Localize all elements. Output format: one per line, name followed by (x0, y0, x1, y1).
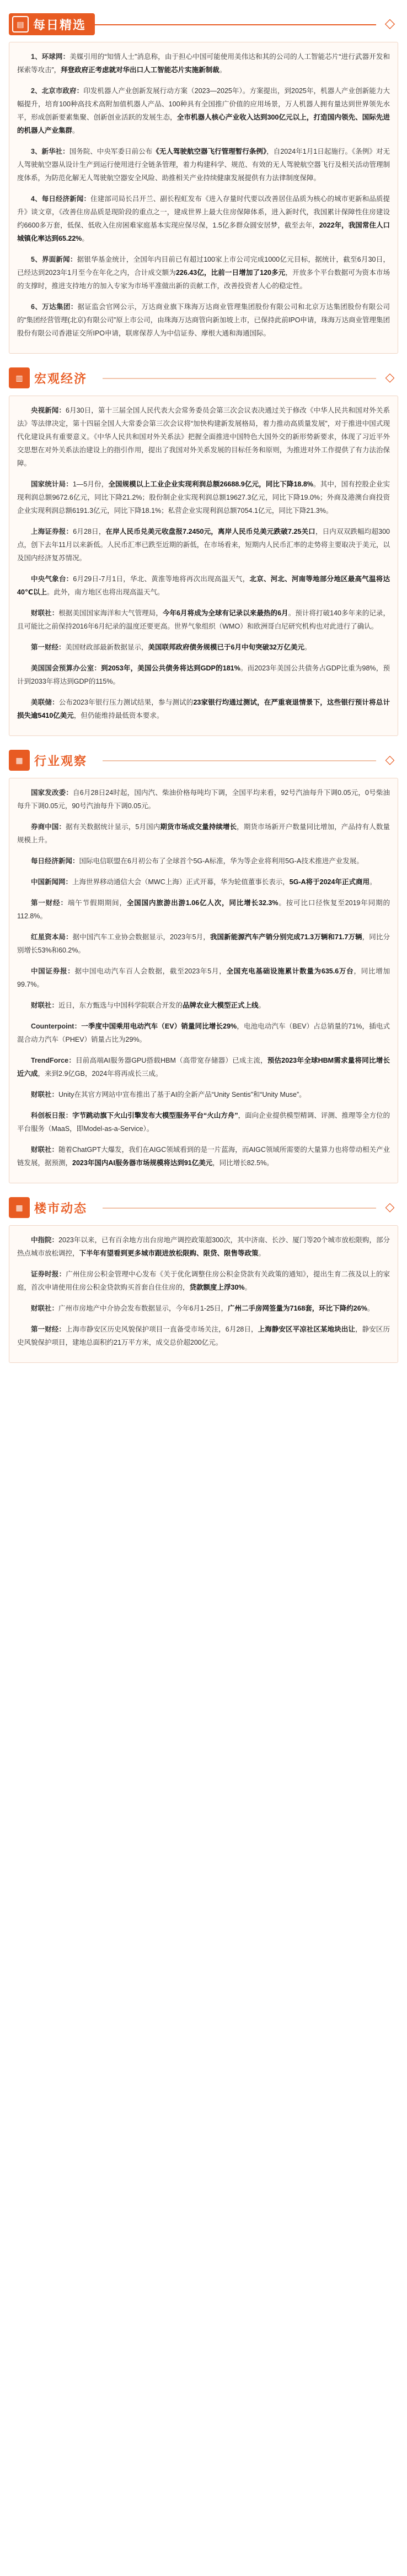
news-source: 美联储： (31, 699, 59, 706)
news-source: 中央气象台： (31, 575, 73, 583)
news-item (17, 1233, 390, 1260)
section-title-box (9, 367, 96, 389)
news-text: 。 (244, 1284, 252, 1291)
chart-icon: ▥ (9, 367, 30, 388)
document-icon: ▤ (12, 16, 29, 33)
news-text: 。 (219, 66, 227, 74)
news-item (17, 820, 390, 847)
news-source: 国家发改委： (31, 789, 73, 797)
news-item (17, 84, 390, 137)
news-source: 财联社： (31, 609, 59, 617)
news-source: 6、万达集团： (31, 303, 78, 311)
news-text: 1—5月份， (72, 480, 109, 488)
news-item (17, 854, 390, 868)
diamond-icon: ◇ (384, 16, 395, 31)
news-item (17, 50, 390, 77)
news-source: 财联社： (31, 1146, 59, 1154)
news-item (17, 1020, 390, 1046)
section-title-box (9, 1197, 96, 1219)
news-text: 自6月28日24时起，国内汽、柴油价格每吨均下调，全国平均来看，92号汽油每升下调0.05元，0号柴油每升下调0.05元，90号汽油每升下调0.05元。 (17, 789, 390, 810)
news-text: ，期货市场新开户数量同比增加，产品持有人数量规模上升。 (17, 823, 390, 844)
news-source: Counterpoint： (31, 1022, 82, 1030)
news-source: 国家统计局： (31, 480, 73, 488)
news-source: 中指院： (31, 1236, 59, 1244)
news-highlight: 北京、河北、河南等地部分地区最高气温将达40℃以上 (17, 575, 390, 596)
news-item (17, 300, 390, 340)
news-text: ，自2024年1月1日起施行。《条例》对无人驾驶航空器从设计生产到运行使用进行全链条管理，着力构建科学、规范、有效的无人驾驶航空器飞行及相关活动管理制度体系，为防范化解无人驾驶航空器安全风险、助推相关产业持续健康发展提供有力法律制度保障。 (17, 148, 390, 182)
section-0 (0, 8, 407, 354)
news-source: 第一财经： (31, 1325, 66, 1333)
section-title-box (9, 749, 96, 771)
section-body (9, 42, 398, 354)
section-header (9, 361, 398, 392)
news-source: 上海证券报： (31, 528, 73, 535)
news-highlight: 广州二手房网签量为7168套，环比下降约26% (228, 1305, 367, 1312)
news-source: 财联社： (31, 1091, 59, 1098)
news-source: 证券时报： (31, 1270, 66, 1278)
section-3 (0, 1191, 407, 1363)
news-text: 。 (82, 235, 89, 242)
news-source: 第一财经： (31, 899, 68, 907)
news-item (17, 999, 390, 1012)
news-text: 6月28日， (73, 528, 106, 535)
news-text: Unity在其官方网站中宣布推出了基于AI的全新产品“Unity Sentis”和“Unity Muse”。 (58, 1091, 306, 1098)
news-text: ，同比增加99.7%。 (17, 967, 390, 988)
news-text: 6月29日-7月1日，华北、黄淮等地将再次出现高温天气， (73, 575, 250, 583)
news-text: 广州市房地产中介协会发布数据显示，今年6月1-25日， (58, 1305, 228, 1312)
news-highlight: 字节跳动旗下火山引擎发布大模型服务平台“火山方舟” (72, 1112, 238, 1119)
news-source: TrendForce： (31, 1057, 76, 1064)
section-divider (103, 1208, 376, 1209)
section-title-box (9, 13, 95, 35)
news-item (17, 662, 390, 688)
news-text: 住建部司局长吕开兰、副长程虹发布《进入存量时代要以改善居住品质为核心的城市更新和品质提升》谈文章，《改善住房品质是现阶段的重点之一，建成世界上最大住房保障体系，进入新时代，我国累计保障性住房建设约6600多万套，低保、低收入住房困难家庭基本实现应保尽保，1.5亿多群众圆安居梦，截至去年， (17, 195, 390, 229)
news-highlight: 拜登政府正考虑就对华出口人工智能芯片实施新制裁 (61, 66, 219, 74)
news-text: 。按可比口径恢复至2019年同期的112.8%。 (17, 899, 390, 920)
news-item (17, 965, 390, 991)
news-text: 。其中，国有控股企业实现利润总额9672.6亿元，同比下降21.2%；股份制企业实现利润总额19627.3亿元，同比下降19.0%；外商及港澳台商投资企业实现利润总额6191.3亿元，同比下降18.1%；私营企业实现利润总额7054.1亿元，同比下降21.3%。 (17, 480, 390, 515)
news-text: 据中国汽车工业协会数据显示，2023年5月， (72, 933, 210, 941)
news-text: 随着ChatGPT大爆发，我们在AIGC领域看到的是一片蓝海，而AIGC领域所需要的大量算力也将带动相关产业链发展，据预测， (17, 1146, 390, 1167)
news-source: 中国新闻网： (31, 878, 73, 886)
news-highlight: 全国规模以上工业企业实现利润总额26688.9亿元，同比下降18.8% (108, 480, 313, 488)
news-text: 印发机器人产业创新发展行动方案（2023—2025年）。方案提出，到2025年，机器人产业创新能力大幅提升，培育100种高技术高附加值机器人产品、100种具有全国推广价值的应用场景，万人机器人拥有量达到世界领先水平，形成创新要素集聚、创新创业活跃的发展生态， (17, 87, 390, 121)
news-text: 。 (258, 1249, 266, 1257)
news-text: 。 (369, 878, 377, 886)
section-title: 每日精选 (33, 18, 87, 32)
news-item (17, 1302, 390, 1315)
section-title: 楼市动态 (34, 1201, 88, 1215)
section-header (9, 1191, 398, 1222)
section-divider (92, 24, 376, 25)
section-divider (103, 378, 376, 379)
news-source: 美国国会预算办公室： (31, 664, 101, 672)
news-highlight: 美国联邦政府债务规模已于6月中旬突破32万亿美元 (148, 643, 304, 651)
news-highlight: 23家银行均通过测试，在严重衰退情景下，这些银行预计将总计损失逾5410亿美元 (17, 699, 390, 719)
news-item (17, 1088, 390, 1101)
section-body (9, 778, 398, 1183)
news-source: 财联社： (31, 1305, 59, 1312)
diamond-icon: ◇ (385, 753, 395, 766)
news-text: ，来到2.9亿GB，2024年将再成长三成。 (38, 1070, 163, 1078)
news-highlight: 下半年有望看到更多城市跟进放松限购、限贷、限售等政策 (79, 1249, 259, 1257)
news-source: 5、界面新闻： (31, 256, 77, 263)
news-source: 1、环球网： (31, 53, 70, 61)
news-text: 据中国电动汽车百人会数据，截至2023年5月， (74, 967, 227, 975)
news-highlight: 预估2023年全球HBM需求量将同比增长近六成 (17, 1057, 390, 1078)
news-source: 3、新华社： (31, 148, 69, 155)
news-item (17, 478, 390, 517)
news-text: 据证监会官网公示，万达商业旗下珠海万达商业管理集团股份有限公司和北京万达集团股份有限公司的“集团经营管理(北京)有限公司”原上市公司，由珠海万达商管向新加坡上市，已保持此前IPO申请，珠海万达商业管理集团股份有限公司香港证交所IPO申请，联席保荐人为中信证券、摩根大通和海通国际。 (17, 303, 390, 337)
news-text: 据有关数据统计显示，5月国内 (66, 823, 160, 831)
news-source: 每日经济新闻： (31, 857, 79, 865)
news-item (17, 253, 390, 293)
news-text: ，同比增长82.5%。 (212, 1159, 274, 1167)
section-1 (0, 361, 407, 736)
building-icon: ▦ (9, 1197, 30, 1218)
news-source: 券商中国： (31, 823, 66, 831)
news-text: 。 (367, 1305, 374, 1312)
section-title: 行业观察 (34, 754, 88, 768)
section-2 (0, 744, 407, 1183)
news-item (17, 404, 390, 470)
news-text: 上海市静安区历史风貌保护项目一直备受市场关注，6月28日， (66, 1325, 258, 1333)
news-highlight: 全市机器人核心产业收入达到300亿元以上，打造国内领先、国际先进的机器人产业集群 (17, 113, 390, 134)
news-text: ，开放多个平台数据可为资本市场的支撑时，推进支持地方的加入专家为市场平准做出新的贡献工作，改善投资者人心的稳定性。 (17, 269, 390, 290)
news-source: 第一财经： (31, 643, 66, 651)
section-divider (103, 760, 376, 761)
news-text: ，电池电动汽车（BEV）占总销量的71%，插电式混合动力汽车（PHEV）销量占比为29%。 (17, 1022, 390, 1043)
news-text: 目前高端AI服务器GPU搭载HBM（高带宽存储器）已成主流， (76, 1057, 267, 1064)
news-text: 。 (72, 127, 79, 134)
news-text: 国际电信联盟在6月初公布了全球首个5G-A标准，华为等企业将利用5G-A技术推进产业发展。 (79, 857, 363, 865)
news-item (17, 641, 390, 654)
news-highlight: 2022年，我国常住人口城镇化率达到65.22% (17, 221, 390, 242)
news-highlight: 全国充电基础设施累计数量为635.6万台 (226, 967, 354, 975)
news-text: 。 (304, 643, 312, 651)
news-text: ，面向企业提供模型精调、评测、推理等全方位的平台服务（MaaS，即Model-as-a-Service）。 (17, 1112, 390, 1133)
news-item (17, 1268, 390, 1294)
news-text: 国务院、中央军委日前公布 (69, 148, 153, 155)
news-text: ，但仍能维持最低资本要求。 (73, 712, 164, 719)
news-text: ，同比分别增长53%和60.2%。 (17, 933, 390, 954)
news-highlight: 一季度中国乘用电动汽车（EV）销量同比增长29% (81, 1022, 237, 1030)
diamond-icon: ◇ (385, 370, 395, 384)
news-text: 。此外，南方地区也将出现高温天气。 (47, 588, 164, 596)
news-text: 美国财政部最新数据显示， (65, 643, 148, 651)
news-text: 。而2023年美国公共债务占GDP比重为98%，预计到2033年将达到GDP的115%。 (17, 664, 390, 685)
news-item (17, 1143, 390, 1170)
news-highlight: 5G-A将于2024年正式商用 (289, 878, 369, 886)
news-text: ，静安区历史风貌保护项目，建地总面积约21万平方米，成交总价超200亿元。 (17, 1325, 390, 1346)
news-highlight: 品牌农业大模型正式上线 (183, 1002, 259, 1009)
news-highlight: 今年6月将成为全球有记录以来最热的6月 (162, 609, 288, 617)
news-item (17, 525, 390, 565)
news-item (17, 786, 390, 813)
news-item (17, 572, 390, 599)
news-item (17, 1109, 390, 1135)
news-item (17, 930, 390, 957)
news-text: 近日，东方甄选与中国科学院联合开发的 (58, 1002, 183, 1009)
news-item (17, 145, 390, 185)
news-text: 公布2023年银行压力测试结果，参与测试的 (58, 699, 194, 706)
section-body (9, 1225, 398, 1363)
news-highlight: 我国新能源汽车产销分别完成71.3万辆和71.7万辆 (210, 933, 362, 941)
news-item (17, 696, 390, 722)
news-source: 央视新闻： (31, 407, 66, 414)
news-text: 。 (258, 1002, 266, 1009)
news-source: 财联社： (31, 1002, 59, 1009)
news-item (17, 607, 390, 633)
news-text: 据银华基金统计，全国年内目前已有超过100家上市公司完成1000亿元目标，据统计，截至6月30日，已经达到2023年1月至今在年化之内，合计成交额为 (17, 256, 390, 277)
news-item (17, 192, 390, 245)
news-text: 端午节假期期间， (67, 899, 127, 907)
news-item (17, 896, 390, 923)
news-highlight: 期货市场成交量持续增长 (160, 823, 237, 831)
news-text: 广州住房公积金管理中心发布《关于优化调整住房公积金贷款有关政策的通知》，提出生育二孩及以上的家庭，首次申请使用住房公积金贷款购买首套自住住房的， (17, 1270, 390, 1291)
diamond-icon: ◇ (385, 1200, 395, 1214)
section-header (9, 8, 398, 39)
news-highlight: 226.43亿，比前一日增加了120多元 (175, 269, 286, 277)
news-text: 2023年以来，已有百余地方出台房地产调控政策超300次，其中济南、长沙、厦门等20个城市放松限购，部分热点城市放松调控， (17, 1236, 390, 1257)
news-highlight: 在岸人民币兑美元收盘报7.2450元，离岸人民币兑美元跌破7.25关口 (105, 528, 315, 535)
section-body (9, 396, 398, 736)
news-text: 根据美国国家海洋和大气管理局， (58, 609, 163, 617)
news-item (17, 1323, 390, 1349)
news-text: 6月30日，第十三届全国人民代表大会常务委员会第三次会议表决通过关于修改《中华人民共和国对外关系法》等法律决定，第十四届全国人大常委会第三次会议将“加快构建新发展格局，着力推动高质量发展”，对于推进中国式现代化建设具有重要意义。《中华人民共和国对外关系法》把握全面推进中国特色大国外交的新形势新要求，体现了习近平外交思想在对外关系法治建设上的指引作用，提出了我国对外关系发展的目标任务和原则，为推进对外工作提供了有力法治保障。 (17, 407, 390, 467)
news-source: 2、北京市政府： (31, 87, 84, 95)
news-text: 美媒引用的“知情人士”消息称，由于担心中国可能使用美伟达和其的公司的人工智能芯片“进行武器开发和探索等攻击”， (17, 53, 390, 74)
building-icon: ▦ (9, 750, 30, 771)
news-highlight: 《无人驾驶航空器飞行管理暂行条例》 (152, 148, 267, 155)
section-title: 宏观经济 (34, 371, 88, 386)
news-item (17, 875, 390, 889)
news-highlight: 2023年国内AI服务器市场规模将达到91亿美元 (72, 1159, 213, 1167)
news-source: 4、每日经济新闻： (31, 195, 91, 203)
news-highlight: 上海静安区平凉社区某地块出让 (258, 1325, 356, 1333)
news-source: 科创板日报： (31, 1112, 73, 1119)
news-highlight: 到2053年，美国公共债务将达到GDP的181% (101, 664, 240, 672)
news-source: 中国证券报： (31, 967, 75, 975)
news-item (17, 1054, 390, 1080)
news-text: ，日内双双跌幅均超300点，创下去年11月以来新低。人民币汇率已跌至近期的新低，在市场看来，短期内人民币汇率的走势将主要取决于美元，以及国内经济复苏情况。 (17, 528, 390, 562)
news-highlight: 全国国内旅游出游1.06亿人次，同比增长32.3% (126, 899, 279, 907)
news-source: 红星资本局： (31, 933, 73, 941)
news-highlight: 贷款额度上浮30% (189, 1284, 245, 1291)
news-text: 上海世界移动通信大会（MWC上海）正式开幕，华为轮值董事长表示， (72, 878, 290, 886)
news-text: 。预计将打破140多年来的记录，且可能比之前保持2016年6月纪录的温度还要更高。世界气象组织（WMO）和欧洲哥白尼研究机构也对此进行了确认。 (17, 609, 390, 630)
section-header (9, 744, 398, 775)
